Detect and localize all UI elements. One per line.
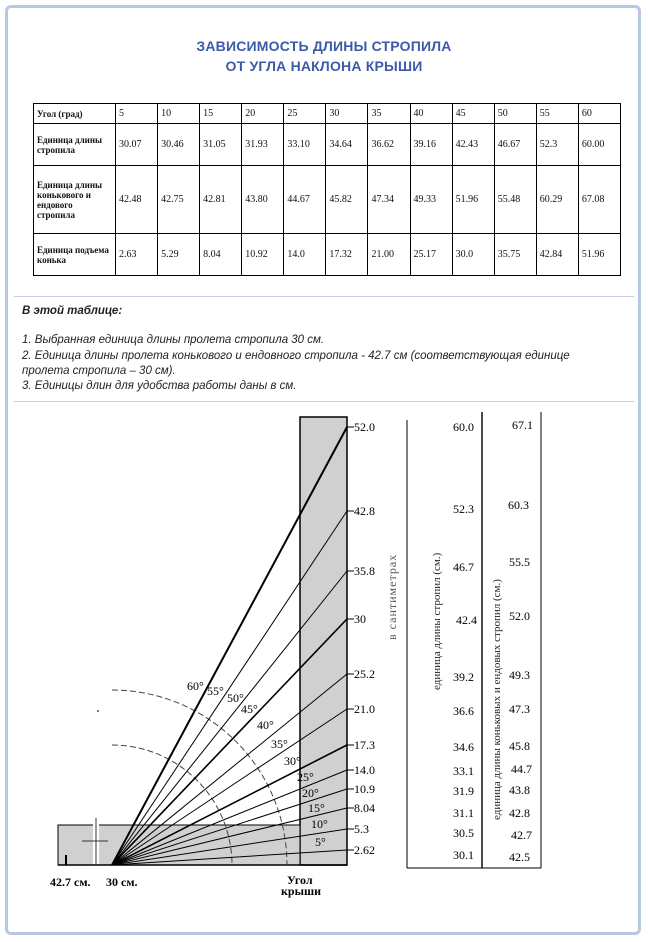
notes-heading: В этой таблице: [22, 305, 123, 317]
table-cell: 33.10 [284, 124, 326, 166]
angle-label: 50° [227, 691, 244, 705]
rise-label: 5.3 [354, 822, 369, 836]
col2-value: 44.7 [511, 762, 532, 776]
col2-value: 42.5 [509, 850, 530, 864]
table-cell: 14.0 [284, 234, 326, 276]
table-cell: 52.3 [536, 124, 578, 166]
angle-label: 35° [271, 737, 288, 751]
table-cell: 20 [242, 104, 284, 124]
angle-label: 15° [308, 801, 325, 815]
table-cell: 60.00 [578, 124, 620, 166]
table-cell: 55.48 [494, 166, 536, 234]
angle-label: 10° [311, 817, 328, 831]
col2-value: 55.5 [509, 555, 530, 569]
col1-value: 31.1 [453, 806, 474, 820]
table-cell: 10 [158, 104, 200, 124]
col1-value: 30.1 [453, 848, 474, 862]
angle-label: 5° [315, 835, 326, 849]
row-header-ridge-rise: Единица подъема конька [34, 234, 116, 276]
vertical-unit-label: в сантиметрах [385, 553, 399, 640]
table-cell: 55 [536, 104, 578, 124]
rise-label: 25.2 [354, 667, 375, 681]
angle-label: 45° [241, 702, 258, 716]
table-cell: 21.00 [368, 234, 410, 276]
col1-value: 34.6 [453, 740, 474, 754]
table-cell: 40 [410, 104, 452, 124]
col2-value: 43.8 [509, 783, 530, 797]
table-cell: 60 [578, 104, 620, 124]
col1-value: 33.1 [453, 764, 474, 778]
table-cell: 47.34 [368, 166, 410, 234]
table-cell: 30.0 [452, 234, 494, 276]
table-cell: 45 [452, 104, 494, 124]
angle-label: 30° [284, 754, 301, 768]
table-cell: 2.63 [116, 234, 158, 276]
table-cell: 15 [200, 104, 242, 124]
rise-label: 21.0 [354, 702, 375, 716]
table-cell: 10.92 [242, 234, 284, 276]
row-header-hip-rafter: Единица длины конькового и ендового стропила [34, 166, 116, 234]
table-cell: 42.48 [116, 166, 158, 234]
page-title: ЗАВИСИМОСТЬ ДЛИНЫ СТРОПИЛА [196, 38, 452, 54]
table-cell: 31.93 [242, 124, 284, 166]
table-cell: 60.29 [536, 166, 578, 234]
table-cell: 51.96 [452, 166, 494, 234]
table-cell: 5 [116, 104, 158, 124]
table-cell: 39.16 [410, 124, 452, 166]
note-item-1: 1. Выбранная единица длины пролета стропила 30 см. [22, 334, 325, 346]
base-label-hip: 42.7 см. [50, 875, 91, 889]
table-cell: 42.81 [200, 166, 242, 234]
col2-value: 45.8 [509, 739, 530, 753]
roof-angle-label-2: крыши [281, 884, 322, 898]
table-cell: 44.67 [284, 166, 326, 234]
rise-label: 14.0 [354, 763, 375, 777]
table-cell: 31.05 [200, 124, 242, 166]
table-cell: 50 [494, 104, 536, 124]
rise-label: 42.8 [354, 504, 375, 518]
table-cell: 30.07 [116, 124, 158, 166]
col1-value: 39.2 [453, 670, 474, 684]
rise-label: 10.9 [354, 782, 375, 796]
table-cell: 30 [326, 104, 368, 124]
base-label-rafter: 30 см. [106, 875, 138, 889]
col2-value: 67.1 [512, 418, 533, 432]
row-header-rafter: Единица длины стропила [34, 124, 116, 166]
col2-value: 42.8 [509, 806, 530, 820]
table-cell: 42.84 [536, 234, 578, 276]
table-cell: 42.75 [158, 166, 200, 234]
note-item-3: 3. Единицы длин для удобства работы даны в см. [22, 380, 297, 392]
col2-value: 47.3 [509, 702, 530, 716]
col2-title: единица длины коньковых и ендовых стропил (см.) [491, 579, 503, 820]
table-cell: 5.29 [158, 234, 200, 276]
table-cell: 25.17 [410, 234, 452, 276]
col1-title: единица длины стропил (см.) [431, 552, 443, 690]
col1-value: 60.0 [453, 420, 474, 434]
angle-label: 55° [207, 684, 224, 698]
table-cell: 8.04 [200, 234, 242, 276]
table-cell: 35.75 [494, 234, 536, 276]
angle-label: 40° [257, 718, 274, 732]
col1-value: 42.4 [456, 613, 477, 627]
table-cell: 67.08 [578, 166, 620, 234]
rise-label: 8.04 [354, 801, 375, 815]
row-header-angle: Угол (град) [34, 104, 116, 124]
table-cell: 43.80 [242, 166, 284, 234]
page-subtitle: ОТ УГЛА НАКЛОНА КРЫШИ [225, 58, 423, 74]
col1-value: 31.9 [453, 784, 474, 798]
table-cell: 25 [284, 104, 326, 124]
col1-value: 46.7 [453, 560, 474, 574]
col1-value: 30.5 [453, 826, 474, 840]
col2-value: 42.7 [511, 828, 532, 842]
table-cell: 30.46 [158, 124, 200, 166]
col2-value: 60.3 [508, 498, 529, 512]
rise-label: 52.0 [354, 420, 375, 434]
angle-label: 20° [302, 786, 319, 800]
table-cell: 17.32 [326, 234, 368, 276]
table-cell: 36.62 [368, 124, 410, 166]
table-cell: 35 [368, 104, 410, 124]
roof-angle-label: Угол [287, 873, 313, 887]
table-cell: 45.82 [326, 166, 368, 234]
col1-value: 36.6 [453, 704, 474, 718]
col2-value: 49.3 [509, 668, 530, 682]
col1-value: 52.3 [453, 502, 474, 516]
table-cell: 34.64 [326, 124, 368, 166]
rise-label: 35.8 [354, 564, 375, 578]
rise-label: 30 [354, 612, 366, 626]
table-cell: 49.33 [410, 166, 452, 234]
col2-value: 52.0 [509, 609, 530, 623]
rise-label: 17.3 [354, 738, 375, 752]
table-cell: 42.43 [452, 124, 494, 166]
table-cell: 51.96 [578, 234, 620, 276]
note-item-2: 2. Единица длины пролета конькового и ендовного стропила - 42.7 см (соответствующая единице [22, 350, 570, 362]
note-item-2-cont: пролета стропила – 30 см). [22, 365, 176, 377]
rise-label: 2.62 [354, 843, 375, 857]
table-cell: 46.67 [494, 124, 536, 166]
angle-label: 25° [297, 770, 314, 784]
angle-label: 60° [187, 679, 204, 693]
